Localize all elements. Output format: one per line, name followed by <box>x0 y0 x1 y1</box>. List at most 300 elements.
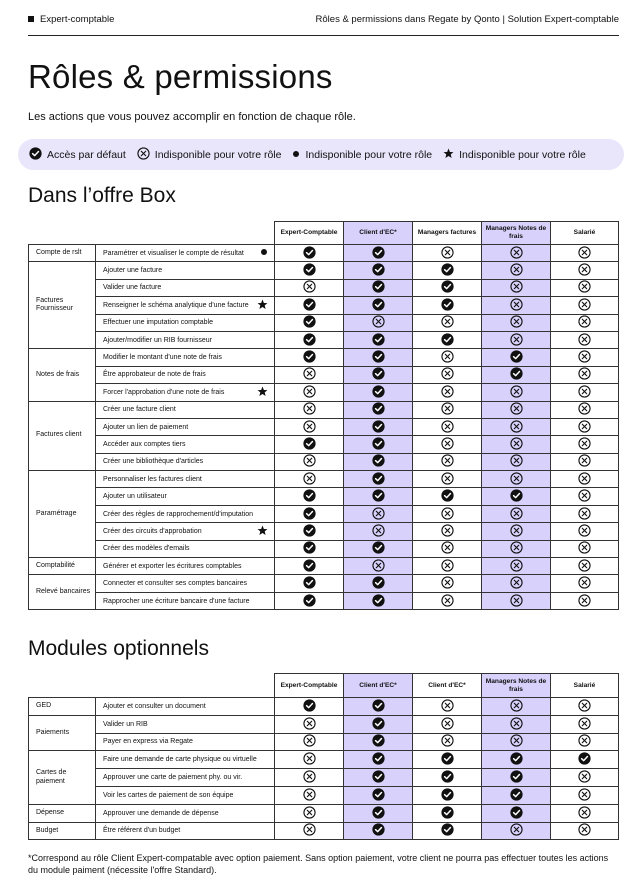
permission-cell <box>551 698 619 716</box>
cross-icon <box>578 576 591 591</box>
permission-cell <box>344 769 413 787</box>
permission-cell <box>275 488 344 505</box>
action-label: Ajouter/modifier un RIB fournisseur <box>103 336 212 344</box>
row-group-label: Dépense <box>29 804 96 822</box>
check-icon <box>303 437 316 452</box>
cross-icon <box>578 367 591 382</box>
check-icon <box>303 576 316 591</box>
section-title-modules: Modules optionnels <box>28 637 209 660</box>
cross-icon <box>441 717 454 732</box>
check-icon <box>441 489 454 504</box>
check-icon <box>372 541 385 556</box>
check-icon <box>510 489 523 504</box>
cross-icon <box>510 420 523 435</box>
table-row <box>29 384 619 401</box>
table-row <box>29 401 619 418</box>
check-icon <box>441 333 454 348</box>
permission-cell <box>344 715 413 733</box>
check-icon <box>372 454 385 469</box>
check-icon <box>372 298 385 313</box>
action-cell <box>96 366 275 383</box>
permission-cell <box>275 698 344 716</box>
permission-cell <box>344 418 413 435</box>
permission-cell <box>344 751 413 769</box>
table-row <box>29 822 619 840</box>
cross-icon <box>441 472 454 487</box>
check-icon <box>510 770 523 785</box>
action-cell <box>96 822 275 840</box>
dot-icon <box>260 248 268 258</box>
check-icon <box>372 385 385 400</box>
check-icon <box>372 350 385 365</box>
action-label: Ajouter un lien de paiement <box>103 423 189 431</box>
permission-cell <box>482 366 551 383</box>
cross-icon <box>578 263 591 278</box>
permissions-table-box <box>28 221 619 610</box>
check-icon <box>303 594 316 609</box>
action-label: Générer et exporter les écritures comptables <box>103 562 242 570</box>
action-cell <box>96 804 275 822</box>
permission-cell <box>275 262 344 279</box>
action-label: Créer une facture client <box>103 406 176 414</box>
action-label: Créer des règles de rapprochement/d'imputation <box>103 510 253 518</box>
cross-icon <box>510 541 523 556</box>
permission-cell <box>482 331 551 348</box>
check-icon <box>510 806 523 821</box>
action-cell <box>96 786 275 804</box>
table-row <box>29 436 619 453</box>
table-row <box>29 331 619 348</box>
table-row <box>29 297 619 314</box>
check-icon <box>372 263 385 278</box>
permission-cell <box>551 331 619 348</box>
cross-icon <box>303 734 316 749</box>
table-row <box>29 366 619 383</box>
check-icon <box>578 752 591 767</box>
cross-icon <box>578 541 591 556</box>
permission-cell <box>482 471 551 488</box>
cross-icon <box>578 806 591 821</box>
permission-cell <box>275 715 344 733</box>
permission-cell <box>551 786 619 804</box>
permission-cell <box>344 366 413 383</box>
check-icon <box>372 806 385 821</box>
section-title-box: Dans l’offre Box <box>28 184 176 207</box>
permission-cell <box>413 436 482 453</box>
cross-icon <box>441 507 454 522</box>
permission-cell <box>482 436 551 453</box>
action-label: Personnaliser les factures client <box>103 475 202 483</box>
permission-cell <box>482 245 551 262</box>
action-cell <box>96 262 275 279</box>
check-icon <box>372 489 385 504</box>
permission-cell <box>551 279 619 296</box>
action-label: Accéder aux comptes tiers <box>103 440 186 448</box>
permission-cell <box>551 751 619 769</box>
cross-icon <box>441 541 454 556</box>
permission-cell <box>275 314 344 331</box>
table-row <box>29 558 619 575</box>
column-header: Managers factures <box>413 222 482 245</box>
permission-cell <box>413 505 482 522</box>
permission-cell <box>482 769 551 787</box>
cross-icon <box>578 454 591 469</box>
permission-cell <box>275 297 344 314</box>
permission-cell <box>275 505 344 522</box>
row-group-label: Cartes de paiement <box>29 751 96 804</box>
cross-icon <box>510 594 523 609</box>
check-icon <box>29 147 42 163</box>
page-title: Rôles & permissions <box>28 58 333 95</box>
permission-cell <box>413 786 482 804</box>
action-label: Forcer l'approbation d'une note de frais <box>103 388 225 396</box>
permission-cell <box>551 314 619 331</box>
cross-icon <box>510 402 523 417</box>
star-icon <box>257 386 268 399</box>
cross-icon <box>372 507 385 522</box>
cross-icon <box>578 402 591 417</box>
cross-icon <box>510 699 523 714</box>
action-cell <box>96 453 275 470</box>
permission-cell <box>344 592 413 609</box>
permission-cell <box>275 540 344 557</box>
check-icon <box>372 420 385 435</box>
check-icon <box>510 367 523 382</box>
cross-icon <box>303 806 316 821</box>
cross-icon <box>510 717 523 732</box>
row-group-label: GED <box>29 698 96 716</box>
column-header: Client d'EC* <box>344 222 413 245</box>
check-icon <box>441 823 454 838</box>
check-icon <box>441 770 454 785</box>
cross-icon <box>303 788 316 803</box>
check-icon <box>303 246 316 261</box>
star-icon <box>257 299 268 312</box>
cross-icon <box>303 472 316 487</box>
column-header: Client d'EC* <box>413 674 482 698</box>
permission-cell <box>413 453 482 470</box>
permission-cell <box>482 822 551 840</box>
permission-cell <box>413 349 482 366</box>
check-icon <box>372 699 385 714</box>
permission-cell <box>551 453 619 470</box>
action-label: Créer des modèles d'emails <box>103 545 190 553</box>
cross-icon <box>510 576 523 591</box>
check-icon <box>510 788 523 803</box>
action-label: Approuver une demande de dépense <box>103 809 219 817</box>
cross-icon <box>578 699 591 714</box>
legend-item <box>292 149 432 161</box>
action-cell <box>96 769 275 787</box>
action-label: Valider une facture <box>103 284 162 292</box>
permission-cell <box>344 245 413 262</box>
cross-icon <box>441 402 454 417</box>
permission-cell <box>551 822 619 840</box>
cross-icon <box>510 437 523 452</box>
cross-icon <box>578 489 591 504</box>
cross-icon <box>578 823 591 838</box>
permission-cell <box>413 558 482 575</box>
permission-cell <box>413 245 482 262</box>
action-cell <box>96 471 275 488</box>
dot-icon <box>292 149 300 161</box>
permission-cell <box>344 488 413 505</box>
column-header: Salarié <box>551 674 619 698</box>
legend-label: Indisponible pour votre rôle <box>459 148 586 161</box>
cross-icon <box>441 594 454 609</box>
action-label: Paramétrer et visualiser le compte de résultat <box>103 249 244 257</box>
permission-cell <box>275 245 344 262</box>
header-right: Rôles & permissions dans Regate by Qonto | Solution Expert-comptable <box>315 14 619 25</box>
action-label: Approuver une carte de paiement phy. ou vir. <box>103 774 243 782</box>
check-icon <box>303 315 316 330</box>
permission-cell <box>482 453 551 470</box>
permission-cell <box>482 786 551 804</box>
table-row <box>29 471 619 488</box>
cross-icon <box>510 280 523 295</box>
cross-icon <box>441 699 454 714</box>
footnote: *Correspond au rôle Client Expert-compatable avec option paiement. Sans option paiement, votre client ne pourra pas effectuer toutes les actions du module paiment (nécessite l'offre Standard). <box>28 853 609 876</box>
table-row <box>29 453 619 470</box>
action-cell <box>96 349 275 366</box>
permission-cell <box>344 540 413 557</box>
permission-cell <box>482 279 551 296</box>
permission-cell <box>275 769 344 787</box>
action-cell <box>96 436 275 453</box>
permission-cell <box>413 592 482 609</box>
table-row <box>29 715 619 733</box>
permission-cell <box>551 804 619 822</box>
permission-cell <box>551 471 619 488</box>
permission-cell <box>275 523 344 540</box>
cross-icon <box>578 298 591 313</box>
action-label: Payer en express via Regate <box>103 738 193 746</box>
check-icon <box>372 594 385 609</box>
action-cell <box>96 733 275 751</box>
cross-icon <box>578 717 591 732</box>
check-icon <box>372 734 385 749</box>
check-icon <box>372 823 385 838</box>
cross-icon <box>303 823 316 838</box>
cross-icon <box>578 350 591 365</box>
permission-cell <box>482 751 551 769</box>
column-header: Expert-Comptable <box>275 222 344 245</box>
action-cell <box>96 331 275 348</box>
cross-icon <box>441 734 454 749</box>
page-header <box>28 14 619 36</box>
table-row <box>29 804 619 822</box>
permission-cell <box>551 715 619 733</box>
cross-icon <box>510 315 523 330</box>
table-row <box>29 592 619 609</box>
permission-cell <box>413 297 482 314</box>
permission-cell <box>344 384 413 401</box>
permission-cell <box>413 751 482 769</box>
permission-cell <box>344 401 413 418</box>
permission-cell <box>344 314 413 331</box>
permission-cell <box>344 733 413 751</box>
cross-icon <box>578 385 591 400</box>
permission-cell <box>344 558 413 575</box>
permission-cell <box>551 401 619 418</box>
permission-cell <box>413 575 482 592</box>
permission-cell <box>344 822 413 840</box>
permission-cell <box>275 575 344 592</box>
permission-cell <box>275 558 344 575</box>
action-cell <box>96 245 275 262</box>
permission-cell <box>275 453 344 470</box>
permission-cell <box>551 592 619 609</box>
check-icon <box>372 367 385 382</box>
permission-cell <box>551 245 619 262</box>
cross-icon <box>303 280 316 295</box>
permission-cell <box>275 436 344 453</box>
legend-item <box>443 148 586 162</box>
check-icon <box>441 280 454 295</box>
permission-cell <box>344 436 413 453</box>
legend <box>18 139 624 170</box>
cross-icon <box>578 559 591 574</box>
star-icon <box>443 148 454 162</box>
legend-item <box>137 147 282 163</box>
check-icon <box>510 752 523 767</box>
action-label: Valider un RIB <box>103 720 148 728</box>
permission-cell <box>482 575 551 592</box>
check-icon <box>372 472 385 487</box>
cross-icon <box>441 454 454 469</box>
cross-icon <box>372 559 385 574</box>
permission-cell <box>275 751 344 769</box>
check-icon <box>372 752 385 767</box>
cross-icon <box>303 402 316 417</box>
table-row <box>29 505 619 522</box>
permission-cell <box>275 804 344 822</box>
permission-cell <box>344 804 413 822</box>
permission-cell <box>551 262 619 279</box>
table-row <box>29 751 619 769</box>
cross-icon <box>441 420 454 435</box>
cross-icon <box>510 472 523 487</box>
cross-icon <box>303 717 316 732</box>
permission-cell <box>275 384 344 401</box>
action-cell <box>96 523 275 540</box>
header-blank <box>29 222 275 245</box>
permission-cell <box>413 262 482 279</box>
permission-cell <box>344 523 413 540</box>
page-subtitle: Les actions que vous pouvez accomplir en fonction de chaque rôle. <box>28 111 356 123</box>
action-cell <box>96 751 275 769</box>
check-icon <box>372 576 385 591</box>
cross-icon <box>303 454 316 469</box>
check-icon <box>441 788 454 803</box>
table-row <box>29 488 619 505</box>
permission-cell <box>275 733 344 751</box>
cross-icon <box>303 385 316 400</box>
permission-cell <box>275 471 344 488</box>
check-icon <box>303 263 316 278</box>
table-row <box>29 786 619 804</box>
permission-cell <box>551 418 619 435</box>
permission-cell <box>482 540 551 557</box>
table-row <box>29 279 619 296</box>
permission-cell <box>413 488 482 505</box>
cross-icon <box>510 454 523 469</box>
permission-cell <box>551 558 619 575</box>
cross-icon <box>578 333 591 348</box>
check-icon <box>303 699 316 714</box>
header-left: Expert-comptable <box>40 14 115 25</box>
row-group-label: Factures Fournisseur <box>29 262 96 349</box>
table-row <box>29 314 619 331</box>
table-row <box>29 349 619 366</box>
check-icon <box>372 437 385 452</box>
table-row <box>29 698 619 716</box>
permission-cell <box>551 297 619 314</box>
permission-cell <box>275 592 344 609</box>
permission-cell <box>413 401 482 418</box>
star-icon <box>257 525 268 538</box>
cross-icon <box>510 246 523 261</box>
permission-cell <box>482 349 551 366</box>
row-group-label: Relevé bancaires <box>29 575 96 610</box>
cross-icon <box>510 823 523 838</box>
permission-cell <box>551 505 619 522</box>
permission-cell <box>275 418 344 435</box>
cross-icon <box>441 246 454 261</box>
permission-cell <box>413 733 482 751</box>
permission-cell <box>344 297 413 314</box>
check-icon <box>441 263 454 278</box>
check-icon <box>372 770 385 785</box>
action-cell <box>96 592 275 609</box>
check-icon <box>372 402 385 417</box>
action-cell <box>96 418 275 435</box>
permission-cell <box>551 540 619 557</box>
header-blank <box>29 674 275 698</box>
permission-cell <box>344 786 413 804</box>
permission-cell <box>551 366 619 383</box>
permissions-table-modules <box>28 673 619 840</box>
check-icon <box>372 717 385 732</box>
table-row <box>29 523 619 540</box>
cross-icon <box>510 333 523 348</box>
table-row <box>29 769 619 787</box>
action-label: Effectuer une imputation comptable <box>103 319 213 327</box>
cross-icon <box>372 524 385 539</box>
cross-icon <box>578 472 591 487</box>
action-cell <box>96 279 275 296</box>
cross-icon <box>578 420 591 435</box>
column-header: Expert-Comptable <box>275 674 344 698</box>
legend-item <box>29 147 126 163</box>
cross-icon <box>578 246 591 261</box>
cross-icon <box>578 280 591 295</box>
permission-cell <box>551 436 619 453</box>
permission-cell <box>413 279 482 296</box>
row-group-label: Factures client <box>29 401 96 471</box>
permission-cell <box>482 297 551 314</box>
permission-cell <box>482 314 551 331</box>
row-group-label: Budget <box>29 822 96 840</box>
permission-cell <box>482 698 551 716</box>
permission-cell <box>551 523 619 540</box>
cross-icon <box>510 263 523 278</box>
table-row <box>29 418 619 435</box>
permission-cell <box>482 505 551 522</box>
check-icon <box>303 559 316 574</box>
row-group-label: Notes de frais <box>29 349 96 401</box>
legend-label: Indisponible pour votre rôle <box>305 148 433 161</box>
